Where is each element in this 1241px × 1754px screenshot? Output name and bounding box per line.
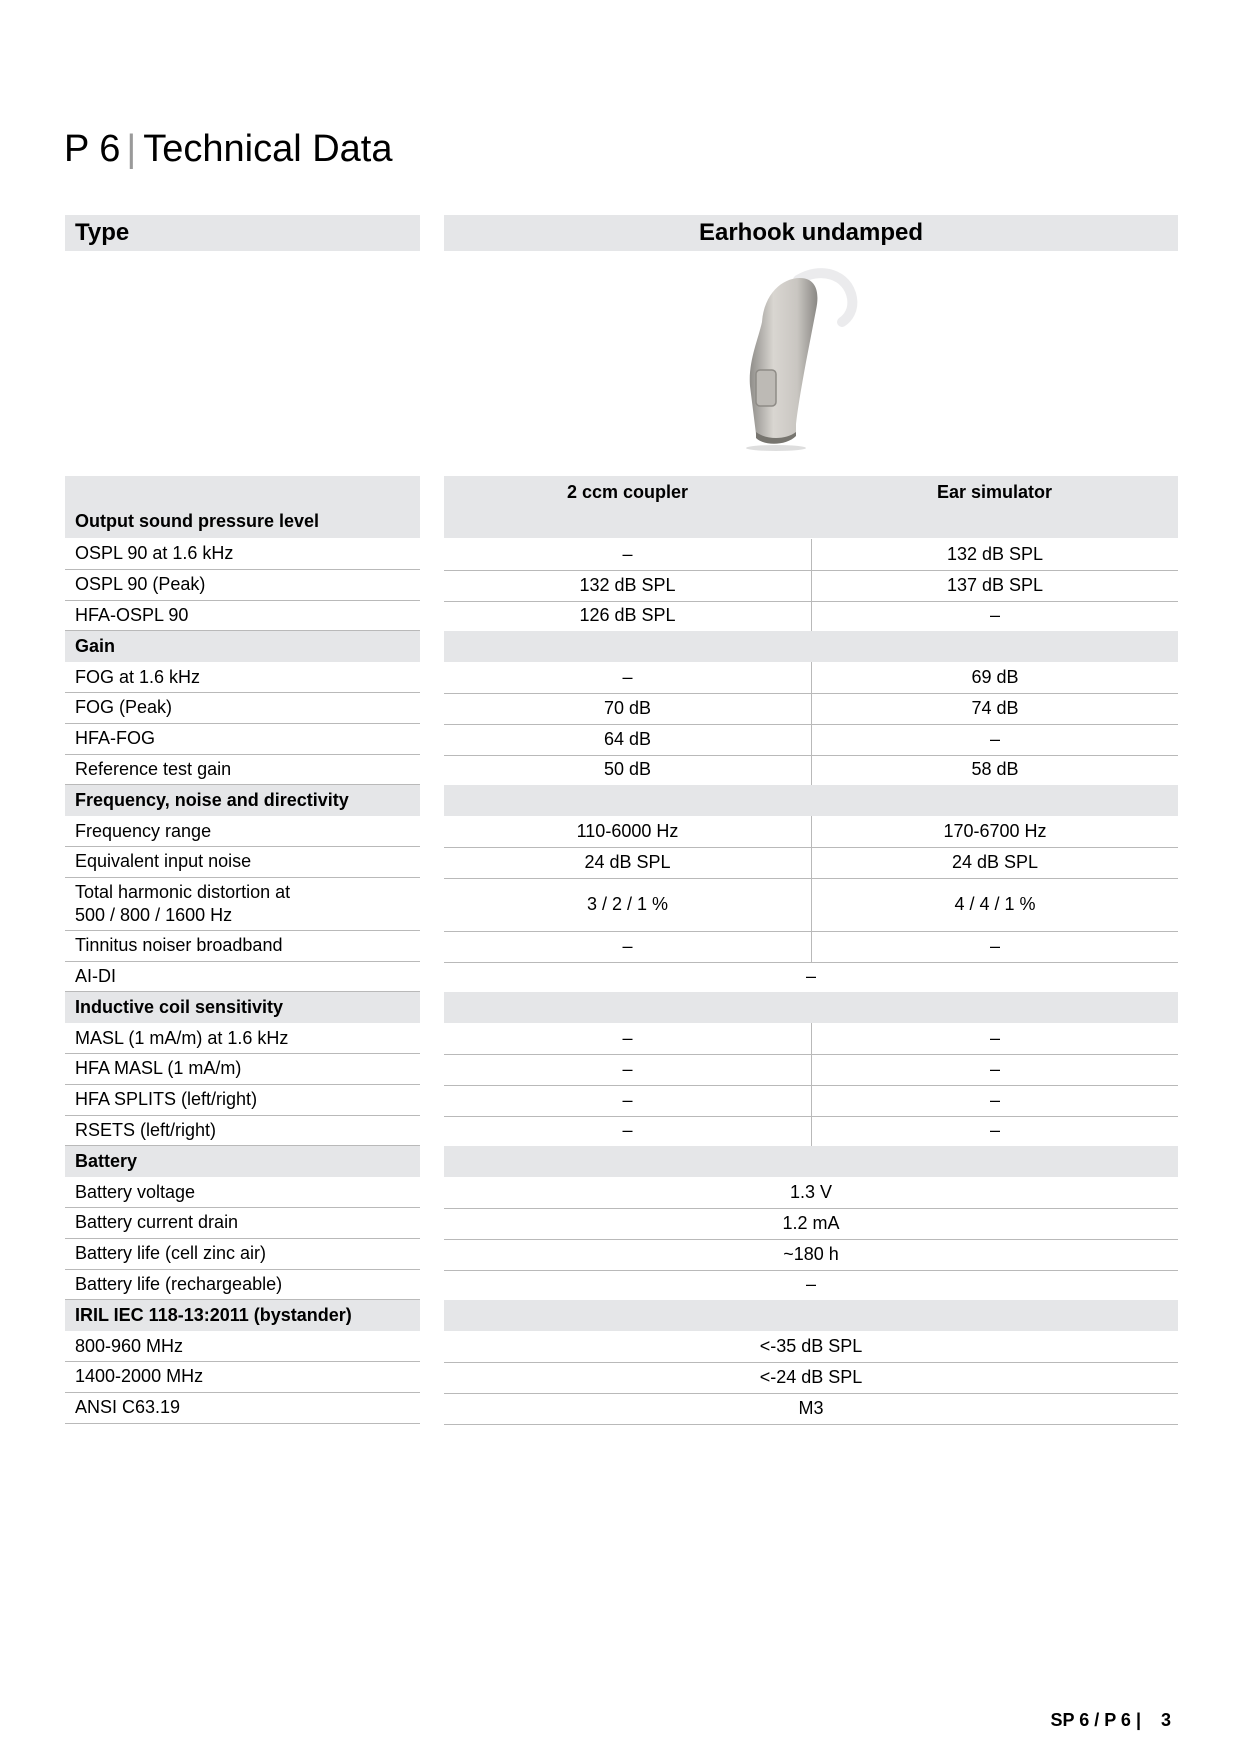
title-separator: | (126, 128, 137, 170)
row-label: RSETS (left/right) (65, 1116, 420, 1147)
hearing-aid-image (720, 266, 870, 452)
section-label: Inductive coil sensitivity (65, 992, 420, 1023)
page-footer: SP 6 / P 6 | 3 (1050, 1710, 1171, 1730)
row-label: Tinnitus noiser broadband (65, 931, 420, 962)
page-title (64, 126, 392, 172)
row-label: FOG at 1.6 kHz (65, 662, 420, 693)
row-label: Battery life (cell zinc air) (65, 1239, 420, 1270)
section-row (0, 1300, 1241, 1331)
row-values (444, 1270, 1178, 1302)
section-output-sound-pressure (65, 476, 420, 538)
row-values (444, 1116, 1178, 1148)
row-values (444, 1393, 1178, 1425)
row-label: Frequency range (65, 816, 420, 847)
row-label: FOG (Peak) (65, 693, 420, 724)
row-values (444, 662, 1178, 694)
table-row (0, 1331, 1241, 1362)
value-combined: <-35 dB SPL (759, 1336, 863, 1357)
row-label: Reference test gain (65, 755, 420, 786)
value-coupler: – (622, 1028, 633, 1049)
value-ear-simulator: – (811, 724, 1178, 755)
row-values (444, 816, 1178, 848)
row-label: OSPL 90 at 1.6 kHz (65, 539, 420, 570)
row-label: HFA-OSPL 90 (65, 601, 420, 632)
value-combined: 1.3 V (789, 1182, 833, 1203)
table-row (0, 878, 1241, 931)
row-label: MASL (1 mA/m) at 1.6 kHz (65, 1023, 420, 1054)
row-values (444, 693, 1178, 725)
value-ear-simulator: 4 / 4 / 1 % (811, 878, 1178, 931)
type-label: Type (65, 215, 420, 251)
row-label: Battery current drain (65, 1208, 420, 1239)
table-row (0, 1208, 1241, 1239)
row-label: HFA SPLITS (left/right) (65, 1085, 420, 1116)
value-coupler: 64 dB (603, 728, 652, 749)
section-label: Output sound pressure level (75, 511, 320, 531)
value-combined: – (805, 966, 816, 987)
value-coupler: – (622, 543, 633, 564)
value-ear-simulator: 74 dB (811, 693, 1178, 724)
table-row (0, 1362, 1241, 1393)
value-coupler: 50 dB (603, 759, 652, 780)
row-values (444, 962, 1178, 994)
row-values (444, 1177, 1178, 1209)
row-label: Battery life (rechargeable) (65, 1270, 420, 1301)
section-label: Battery (65, 1146, 420, 1177)
value-ear-simulator: – (811, 601, 1178, 632)
row-values (444, 631, 1178, 662)
section-row (0, 785, 1241, 816)
table-row (0, 570, 1241, 601)
row-label: HFA MASL (1 mA/m) (65, 1054, 420, 1085)
row-values (444, 724, 1178, 756)
table-row (0, 1054, 1241, 1085)
section-label: Gain (65, 631, 420, 662)
value-coupler: 110-6000 Hz (576, 821, 679, 842)
value-coupler: – (622, 1058, 633, 1079)
page-title-model: P 6 (64, 128, 121, 170)
value-coupler: – (622, 1089, 633, 1110)
row-values (444, 1208, 1178, 1240)
row-values (444, 539, 1178, 571)
table-row (0, 931, 1241, 962)
table-row (0, 1393, 1241, 1424)
row-label: Equivalent input noise (65, 847, 420, 878)
value-ear-simulator: – (811, 1085, 1178, 1116)
row-label: HFA-FOG (65, 724, 420, 755)
table-row (0, 816, 1241, 847)
row-values (444, 1300, 1178, 1331)
column-header-ear-simulator: Ear simulator (936, 482, 1053, 502)
row-values (444, 1085, 1178, 1117)
value-ear-simulator: 24 dB SPL (811, 847, 1178, 878)
value-combined: ~180 h (783, 1243, 839, 1264)
value-coupler: – (622, 935, 633, 956)
row-label: ANSI C63.19 (65, 1393, 420, 1424)
row-values (444, 1146, 1178, 1177)
row-values (444, 601, 1178, 633)
value-coupler: 70 dB (603, 697, 652, 718)
section-label: Frequency, noise and directivity (65, 785, 420, 816)
row-label: 1400-2000 MHz (65, 1362, 420, 1393)
table-row (0, 1023, 1241, 1054)
type-value: Earhook undamped (444, 215, 1178, 251)
table-row (0, 724, 1241, 755)
value-coupler: 3 / 2 / 1 % (586, 893, 669, 914)
row-values (444, 755, 1178, 787)
page-title-text: Technical Data (143, 128, 393, 170)
section-row (0, 1146, 1241, 1177)
row-values (444, 878, 1178, 932)
row-values (444, 1239, 1178, 1271)
row-values (444, 992, 1178, 1023)
table-row (0, 693, 1241, 724)
column-headers (444, 476, 1178, 538)
table-row (0, 1085, 1241, 1116)
table-row (0, 662, 1241, 693)
value-combined: M3 (798, 1397, 824, 1418)
table-row (0, 847, 1241, 878)
value-coupler: – (622, 1120, 633, 1141)
value-ear-simulator: – (811, 1116, 1178, 1147)
table-row (0, 755, 1241, 786)
value-ear-simulator: 132 dB SPL (811, 539, 1178, 570)
row-label: OSPL 90 (Peak) (65, 570, 420, 601)
column-header-coupler: 2 ccm coupler (566, 482, 689, 502)
row-values (444, 847, 1178, 879)
section-label: IRIL IEC 118-13:2011 (bystander) (65, 1300, 420, 1331)
row-label: Battery voltage (65, 1177, 420, 1208)
spec-table (0, 539, 1241, 1424)
row-values (444, 1362, 1178, 1394)
value-ear-simulator: – (811, 1054, 1178, 1085)
row-label: AI-DI (65, 962, 420, 993)
value-coupler: – (622, 667, 633, 688)
value-ear-simulator: 137 dB SPL (811, 570, 1178, 601)
section-row (0, 992, 1241, 1023)
value-combined: – (805, 1274, 816, 1295)
row-values (444, 1023, 1178, 1055)
table-row (0, 601, 1241, 632)
section-row (0, 631, 1241, 662)
table-row (0, 1270, 1241, 1301)
table-row (0, 1116, 1241, 1147)
row-values (444, 570, 1178, 602)
row-label: Total harmonic distortion at 500 / 800 / 1600 Hz (65, 878, 420, 931)
value-ear-simulator: 170-6700 Hz (811, 816, 1178, 847)
table-row (0, 1239, 1241, 1270)
value-coupler: 132 dB SPL (579, 574, 676, 595)
value-coupler: 24 dB SPL (584, 851, 671, 872)
row-values (444, 785, 1178, 816)
value-combined: 1.2 mA (782, 1212, 840, 1233)
value-ear-simulator: 58 dB (811, 755, 1178, 786)
value-ear-simulator: 69 dB (811, 662, 1178, 693)
row-label: 800-960 MHz (65, 1331, 420, 1362)
value-coupler: 126 dB SPL (579, 605, 676, 626)
row-values (444, 931, 1178, 963)
table-row (0, 962, 1241, 993)
table-row (0, 539, 1241, 570)
table-row (0, 1177, 1241, 1208)
value-ear-simulator: – (811, 1023, 1178, 1054)
row-values (444, 1054, 1178, 1086)
value-combined: <-24 dB SPL (759, 1366, 863, 1387)
row-values (444, 1331, 1178, 1363)
value-ear-simulator: – (811, 931, 1178, 962)
